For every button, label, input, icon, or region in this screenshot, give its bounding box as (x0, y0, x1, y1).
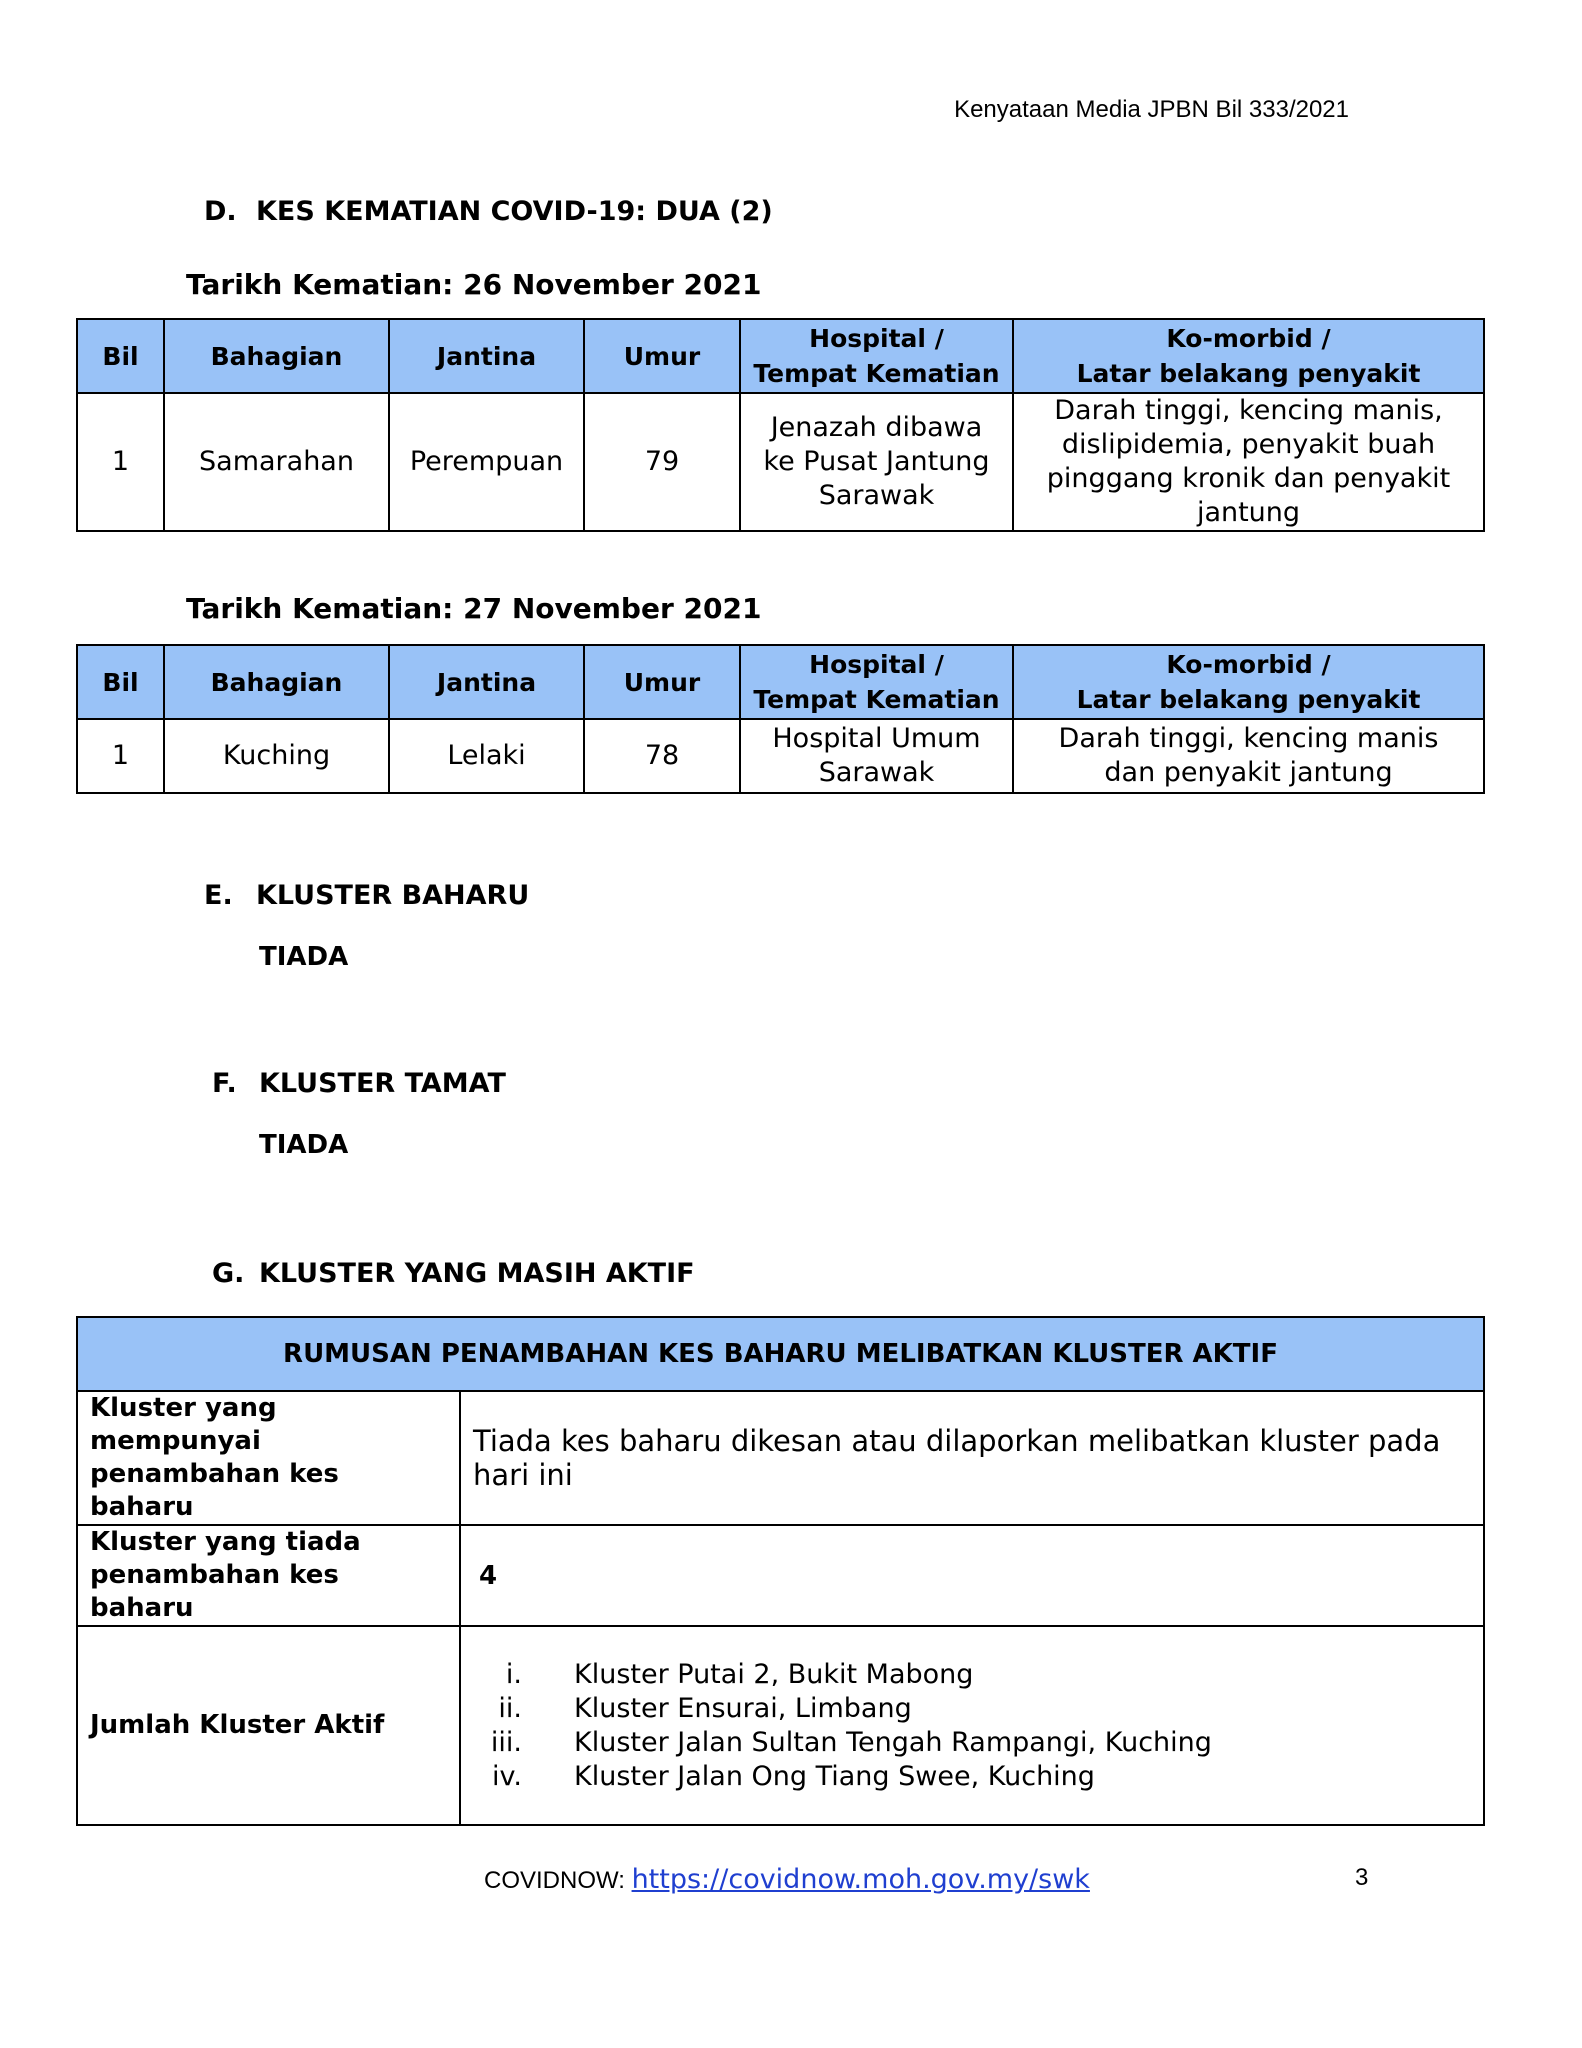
list-item: ii. Kluster Ensurai, Limbang (498, 1692, 912, 1724)
cell-komorbid: Darah tinggi, kencing manis dan penyakit jantung (1013, 719, 1484, 793)
section-g-heading (212, 1258, 695, 1289)
col-bahagian: Bahagian (164, 645, 389, 719)
covidnow-reference (484, 1864, 1090, 1895)
death-date-heading-2: Tarikh Kematian: 27 November 2021 (186, 592, 762, 625)
col-umur: Umur (584, 319, 740, 393)
active-cluster-list-cell (460, 1626, 1484, 1825)
table-row (77, 1525, 1484, 1626)
cell-komorbid: Darah tinggi, kencing manis, dislipidemia, penyakit buah pinggang kronik dan penyakit jantung (1013, 393, 1484, 531)
list-item: iii. Kluster Jalan Sultan Tengah Rampangi, Kuching (490, 1726, 1212, 1758)
death-table-header-row (77, 319, 1484, 393)
section-d-title: KES KEMATIAN COVID-19: DUA (2) (256, 196, 773, 227)
col-tempat-kematian: Hospital / Tempat Kematian (740, 645, 1013, 719)
death-table-1 (76, 318, 1485, 532)
section-g-title: KLUSTER YANG MASIH AKTIF (259, 1258, 695, 1289)
section-f-heading (212, 1068, 506, 1099)
section-d-letter: D. (204, 196, 237, 227)
cell-tempat-kematian: Jenazah dibawa ke Pusat Jantung Sarawak (740, 393, 1013, 531)
cell-umur: 79 (584, 393, 740, 531)
col-bil: Bil (77, 645, 164, 719)
col-tempat-kematian: Hospital / Tempat Kematian (740, 319, 1013, 393)
col-umur: Umur (584, 645, 740, 719)
col-bahagian: Bahagian (164, 319, 389, 393)
summary-table-title: RUMUSAN PENAMBAHAN KES BAHARU MELIBATKAN KLUSTER AKTIF (77, 1317, 1484, 1391)
cell-jantina: Lelaki (389, 719, 584, 793)
covidnow-link[interactable]: https://covidnow.moh.gov.my/swk (631, 1864, 1090, 1895)
death-table-header-row (77, 645, 1484, 719)
row-value-new-cases: Tiada kes baharu dikesan atau dilaporkan melibatkan kluster pada hari ini (460, 1391, 1484, 1525)
section-f-letter: F. (212, 1068, 237, 1099)
list-item: iv. Kluster Jalan Ong Tiang Swee, Kuching (492, 1760, 1095, 1792)
col-komorbid: Ko-morbid / Latar belakang penyakit (1013, 319, 1484, 393)
section-g-letter: G. (212, 1258, 245, 1289)
table-row (77, 1391, 1484, 1525)
row-value-no-new-cases: 4 (460, 1525, 1484, 1626)
col-jantina: Jantina (389, 319, 584, 393)
cell-jantina: Perempuan (389, 393, 584, 531)
col-bil: Bil (77, 319, 164, 393)
cell-bahagian: Samarahan (164, 393, 389, 531)
cell-bil: 1 (77, 719, 164, 793)
page-number: 3 (1355, 1864, 1369, 1891)
list-item: i. Kluster Putai 2, Bukit Mabong (505, 1658, 974, 1690)
section-f-value: TIADA (259, 1130, 349, 1160)
table-row (77, 393, 1484, 531)
cell-bil: 1 (77, 393, 164, 531)
section-e-letter: E. (204, 880, 233, 911)
cell-umur: 78 (584, 719, 740, 793)
col-komorbid: Ko-morbid / Latar belakang penyakit (1013, 645, 1484, 719)
death-date-heading-1: Tarikh Kematian: 26 November 2021 (186, 268, 762, 301)
section-e-value: TIADA (259, 942, 349, 972)
table-row (77, 1626, 1484, 1825)
summary-title-row (77, 1317, 1484, 1391)
cell-bahagian: Kuching (164, 719, 389, 793)
row-label-new-cases: Kluster yang mempunyai penambahan kes baharu (77, 1391, 460, 1525)
row-label-no-new-cases: Kluster yang tiada penambahan kes baharu (77, 1525, 460, 1626)
document-reference: Kenyataan Media JPBN Bil 333/2021 (954, 96, 1349, 123)
active-cluster-list (462, 1658, 1482, 1794)
table-row (77, 719, 1484, 793)
section-e-heading (204, 880, 529, 911)
cell-tempat-kematian: Hospital Umum Sarawak (740, 719, 1013, 793)
section-d-heading (204, 196, 773, 227)
death-table-2 (76, 644, 1485, 794)
section-f-title: KLUSTER TAMAT (259, 1068, 506, 1099)
section-e-title: KLUSTER BAHARU (256, 880, 530, 911)
covidnow-label: COVIDNOW: (484, 1867, 632, 1894)
active-cluster-summary-table (76, 1316, 1485, 1826)
row-label-total-active: Jumlah Kluster Aktif (77, 1626, 460, 1825)
col-jantina: Jantina (389, 645, 584, 719)
